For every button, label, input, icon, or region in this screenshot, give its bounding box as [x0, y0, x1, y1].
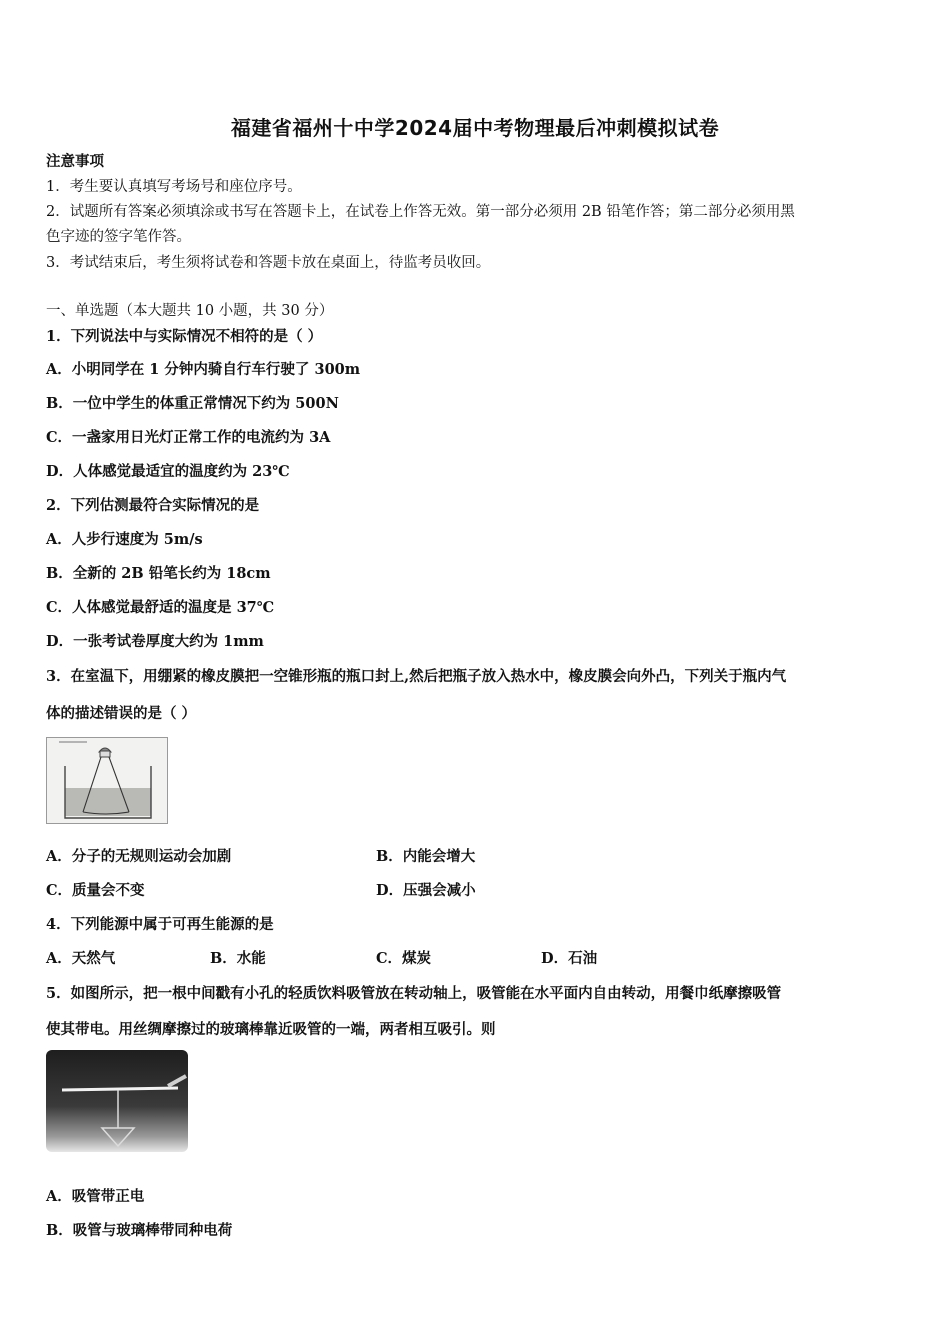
- section-heading: 一、单选题（本大题共 10 小题，共 30 分）: [46, 303, 334, 319]
- question-3-option-b: B．内能会增大: [376, 848, 476, 865]
- question-4-stem: 4．下列能源中属于可再生能源的是: [46, 916, 274, 933]
- notice-heading: 注意事项: [46, 153, 104, 170]
- notice-item: 1．考生要认真填写考场号和座位序号。: [46, 179, 302, 195]
- question-2-option-d: D．一张考试卷厚度大约为 1mm: [46, 633, 264, 650]
- straw-photo: [46, 1050, 188, 1152]
- straw-on-pivot-figure: [46, 1050, 188, 1152]
- question-3-stem-cont: 体的描述错误的是（ ）: [46, 705, 197, 722]
- question-3-option-c: C．质量会不变: [46, 882, 145, 899]
- question-1-option-a: A．小明同学在 1 分钟内骑自行车行驶了 300m: [46, 361, 361, 378]
- flask-diagram: [47, 738, 167, 823]
- notice-item: 3．考试结束后，考生须将试卷和答题卡放在桌面上，待监考员收回。: [46, 255, 491, 271]
- question-5-stem-cont: 使其带电。用丝绸摩擦过的玻璃棒靠近吸管的一端，两者相互吸引。则: [46, 1021, 496, 1038]
- question-4-option-d: D．石油: [541, 950, 598, 967]
- question-1-option-c: C．一盏家用日光灯正常工作的电流约为 3A: [46, 429, 331, 446]
- question-1-option-d: D．人体感觉最适宜的温度约为 23℃: [46, 463, 290, 480]
- notice-item: 色字迹的签字笔作答。: [46, 229, 191, 245]
- question-2-option-b: B．全新的 2B 铅笔长约为 18cm: [46, 565, 271, 582]
- question-2-option-a: A．人步行速度为 5m/s: [46, 531, 203, 548]
- question-1-stem: 1．下列说法中与实际情况不相符的是（ ）: [46, 328, 323, 345]
- question-4-option-c: C．煤炭: [376, 950, 432, 967]
- notice-item: 2．试题所有答案必须填涂或书写在答题卡上，在试卷上作答无效。第一部分必须用 2B 铅笔作答；第二部分必须用黑: [46, 204, 795, 220]
- flask-in-hot-water-figure: [46, 737, 168, 824]
- question-3-option-d: D．压强会减小: [376, 882, 476, 899]
- question-2-stem: 2．下列估测最符合实际情况的是: [46, 497, 260, 514]
- question-1-option-b: B．一位中学生的体重正常情况下约为 500N: [46, 395, 339, 412]
- question-4-option-a: A．天然气: [46, 950, 116, 967]
- question-3-stem: 3．在室温下，用绷紧的橡皮膜把一空锥形瓶的瓶口封上,然后把瓶子放入热水中，橡皮膜会向外凸，下列关于瓶内气: [46, 668, 787, 685]
- question-5-option-b: B．吸管与玻璃棒带同种电荷: [46, 1222, 233, 1239]
- question-3-option-a: A．分子的无规则运动会加剧: [46, 848, 232, 865]
- question-5-stem: 5．如图所示，把一根中间戳有小孔的轻质饮料吸管放在转动轴上，吸管能在水平面内自由转动，用餐巾纸摩擦吸管: [46, 985, 782, 1002]
- question-2-option-c: C．人体感觉最舒适的温度是 37℃: [46, 599, 275, 616]
- question-5-option-a: A．吸管带正电: [46, 1188, 145, 1205]
- page-title: 福建省福州十中学2024届中考物理最后冲刺模拟试卷: [230, 116, 720, 140]
- question-4-option-b: B．水能: [210, 950, 266, 967]
